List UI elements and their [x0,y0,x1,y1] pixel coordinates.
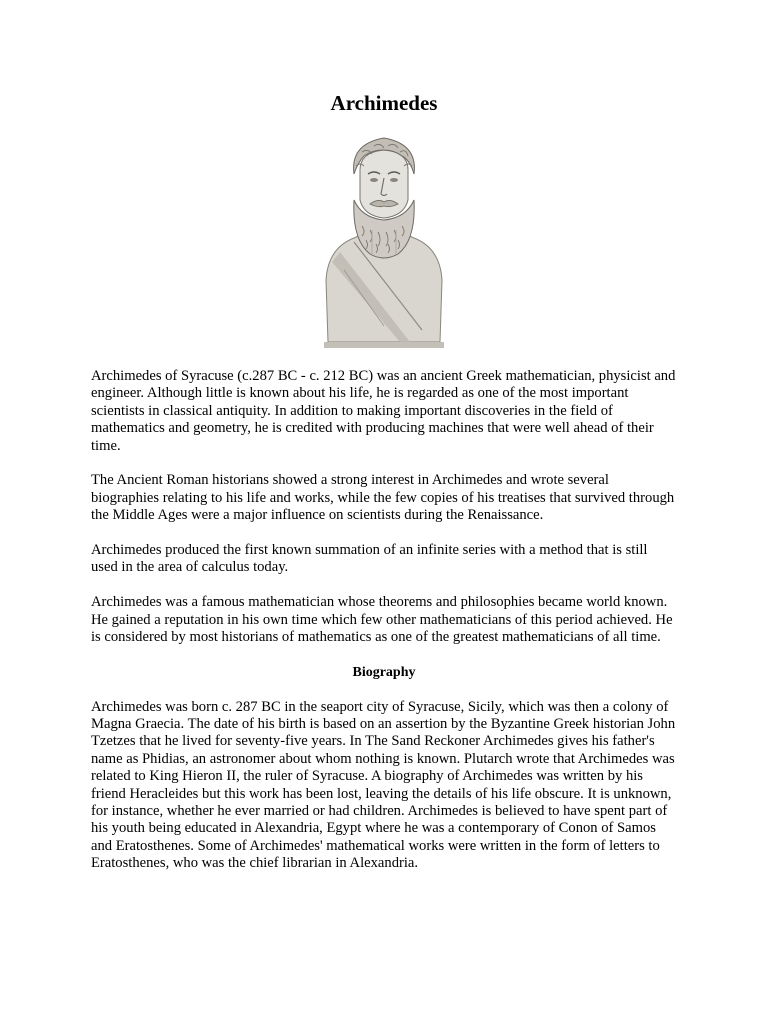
portrait-bust-image [314,130,454,352]
intro-paragraph-4: Archimedes was a famous mathematician whose theorems and philosophies became world known. He gained a reputation in his own time which few other mathematicians of this period achieved. He is considered by most historians of mathematics as one of the greatest mathematicians of all time. [91,594,673,646]
article-body [91,368,677,890]
intro-paragraph-2: The Ancient Roman historians showed a strong interest in Archimedes and wrote several biographies relating to his life and works, while the few copies of his treatises that survived through the Middle Ages were a major influence on scientists during the Renaissance. [91,472,675,524]
page-title: Archimedes [330,91,438,115]
biography-paragraph-1: Archimedes was born c. 287 BC in the seaport city of Syracuse, Sicily, which was then a colony of Magna Graecia. The date of his birth is based on an assertion by the Byzantine Greek historian John Tzetzes that he lived for seventy-five years. In The Sand Reckoner Archimedes gives his father's name as Phidias, an astronomer about whom nothing is known. Plutarch wrote that Archimedes was related to King Hieron II, the ruler of Syracuse. A biography of Archimedes was written by his friend Heracleides but this work has been lost, leaving the details of his life obscure. It is unknown, for instance, whether he ever married or had children. Archimedes is believed to have spent part of his youth being educated in Alexandria, Egypt where he was a contemporary of Conon of Samos and Eratosthenes. Some of Archimedes' mathematical works were written in the form of letters to Eratosthenes, who was the chief librarian in Alexandria. [91,698,676,872]
intro-paragraph-1: Archimedes of Syracuse (c.287 BC - c. 212 BC) was an ancient Greek mathematician, physicist and engineer. Although little is known about his life, he is regarded as one of the most important scientists in classical antiquity. In addition to making important discoveries in the field of mathematics and geometry, he is credited with producing machines that were well ahead of their time. [91,368,676,454]
section-heading-biography: Biography [352,664,416,680]
bust-illustration [314,130,454,352]
intro-paragraph-3: Archimedes produced the first known summation of an infinite series with a method that is still used in the area of calculus today. [91,542,648,576]
